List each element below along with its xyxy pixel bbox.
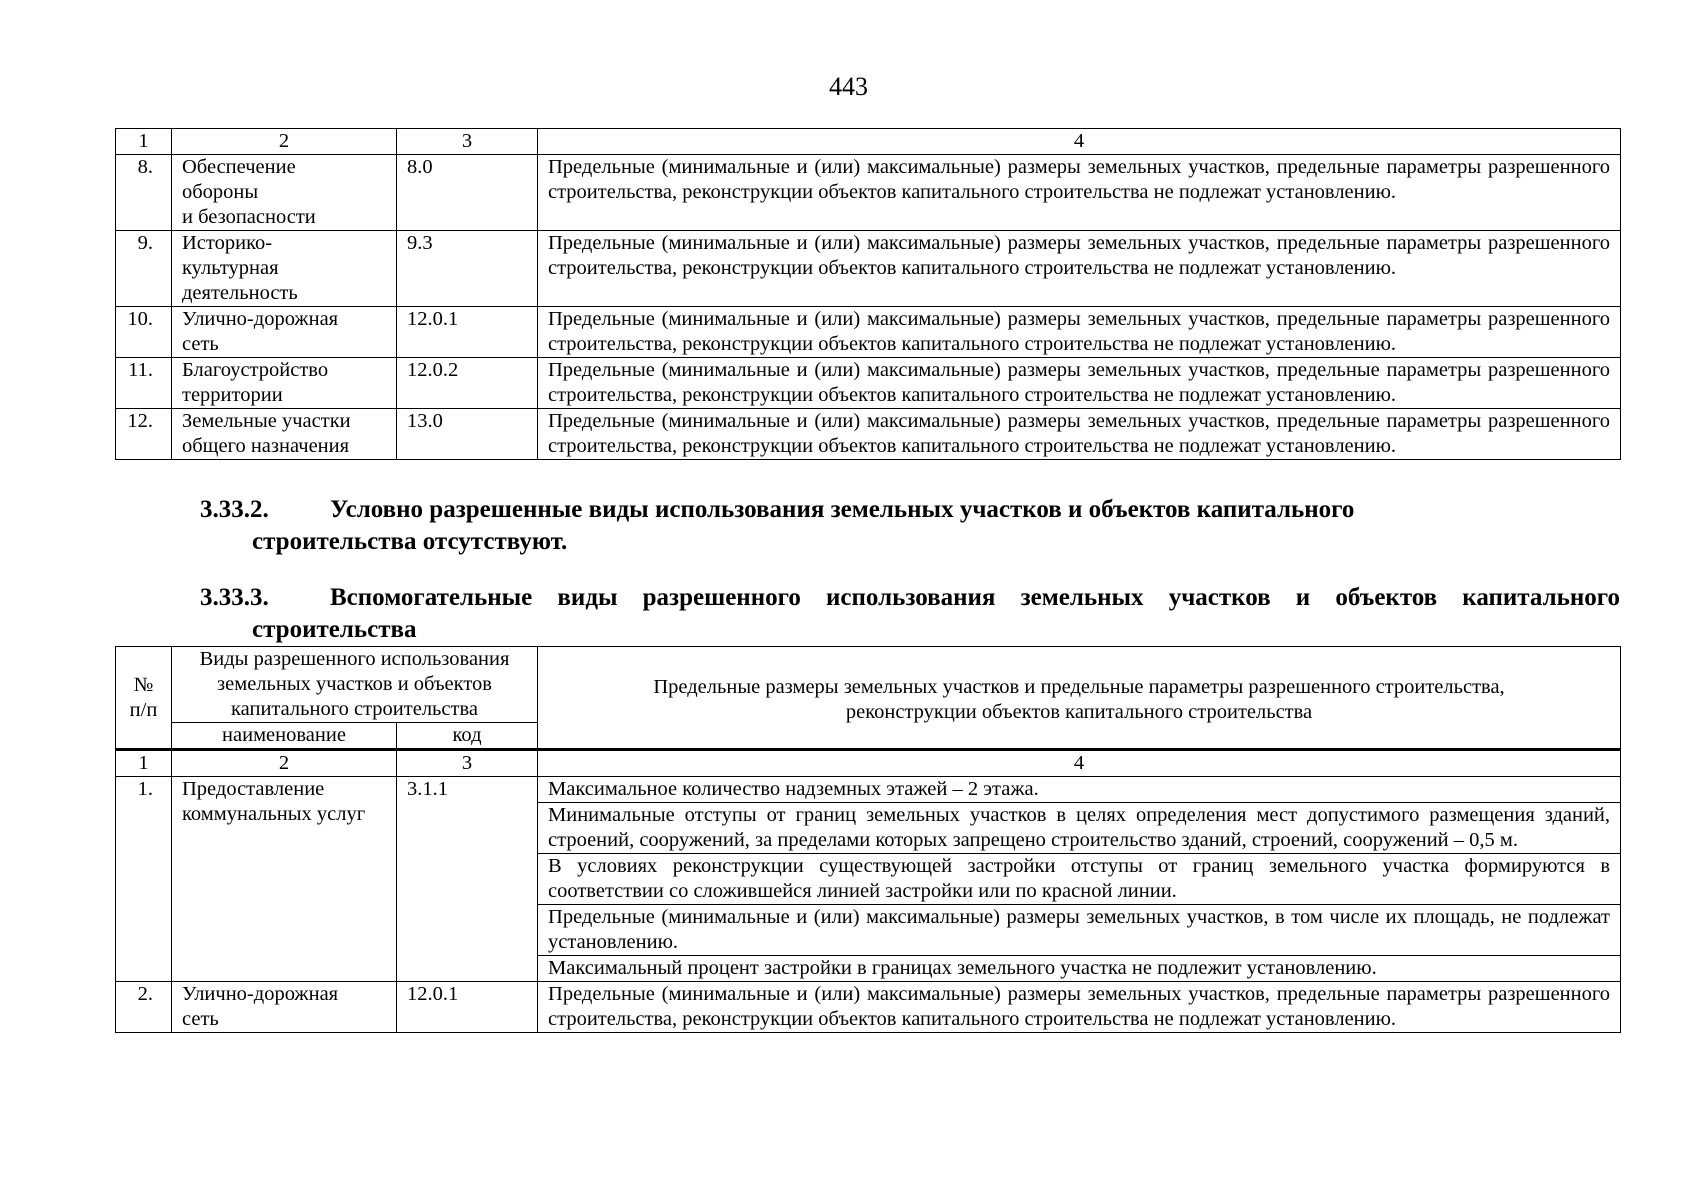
use-name-line: сеть bbox=[182, 1008, 219, 1030]
use-code: 9.3 bbox=[397, 231, 538, 307]
auxiliary-uses-table bbox=[115, 646, 1621, 1033]
section-heading-3333 bbox=[200, 582, 1620, 646]
row-number: 9. bbox=[116, 231, 172, 307]
header-code: код bbox=[397, 723, 538, 750]
use-name bbox=[172, 307, 397, 358]
row-number: 10. bbox=[116, 307, 172, 358]
use-code: 8.0 bbox=[397, 155, 538, 231]
col-number: 2 bbox=[172, 750, 397, 777]
col-number: 3 bbox=[397, 750, 538, 777]
use-code: 12.0.1 bbox=[397, 982, 538, 1033]
use-code: 3.1.1 bbox=[397, 777, 538, 982]
table-header-row bbox=[116, 647, 1621, 723]
col-number: 1 bbox=[116, 750, 172, 777]
header-use-types bbox=[172, 647, 538, 723]
use-name-line: Благоустройство bbox=[182, 359, 329, 381]
header-number bbox=[116, 647, 172, 750]
use-name bbox=[172, 155, 397, 231]
use-name bbox=[172, 982, 397, 1033]
use-name-line: Предоставление bbox=[182, 778, 325, 800]
col-number: 3 bbox=[397, 129, 538, 155]
header-number-line: № bbox=[133, 673, 154, 696]
use-name-line: деятельность bbox=[182, 282, 298, 304]
use-name-line: сеть bbox=[182, 333, 219, 355]
use-param: Предельные (минимальные и (или) максимальные) размеры земельных участков, в том числе их площадь, не подлежат установлению. bbox=[538, 905, 1621, 956]
header-use-types-line: капитального строительства bbox=[231, 698, 478, 720]
use-param: Максимальный процент застройки в границах земельного участка не подлежит установлению. bbox=[538, 956, 1621, 982]
use-code: 12.0.1 bbox=[397, 307, 538, 358]
header-params-line: Предельные размеры земельных участков и предельные параметры разрешенного строительства, bbox=[653, 676, 1505, 698]
col-number: 1 bbox=[116, 129, 172, 155]
table-row bbox=[116, 155, 1621, 231]
header-params-line: реконструкции объектов капитального строительства bbox=[845, 701, 1313, 723]
use-name bbox=[172, 231, 397, 307]
col-number: 4 bbox=[538, 129, 1621, 155]
use-param: Максимальное количество надземных этажей – 2 этажа. bbox=[538, 777, 1621, 803]
use-params: Предельные (минимальные и (или) максимальные) размеры земельных участков, предельные параметры разрешенного строительства, реконструкции объектов капитального строительства не подлежат установлению. bbox=[538, 982, 1621, 1033]
header-use-types-line: Виды разрешенного использования bbox=[199, 648, 510, 670]
table-row bbox=[116, 231, 1621, 307]
use-name bbox=[172, 777, 397, 982]
col-number: 4 bbox=[538, 750, 1621, 777]
use-name-line: культурная bbox=[182, 257, 279, 279]
section-heading-3332 bbox=[200, 494, 1620, 558]
table-row bbox=[116, 777, 1621, 803]
section-text-line2: строительства bbox=[252, 616, 417, 643]
use-param: В условиях реконструкции существующей застройки отступы от границ земельного участка формируются в соответствии со сложившейся линией застройки или по красной линии. bbox=[538, 854, 1621, 905]
section-number: 3.33.3. bbox=[200, 584, 269, 611]
use-name-line: и безопасности bbox=[182, 206, 316, 228]
table-row bbox=[116, 307, 1621, 358]
column-number-row bbox=[116, 750, 1621, 777]
table-row bbox=[116, 409, 1621, 460]
use-name-line: общего назначения bbox=[182, 435, 350, 457]
header-params bbox=[538, 647, 1621, 750]
use-params: Предельные (минимальные и (или) максимальные) размеры земельных участков, предельные параметры разрешенного строительства, реконструкции объектов капитального строительства не подлежат установлению. bbox=[538, 231, 1621, 307]
section-text-line1: Вспомогательные виды разрешенного использования земельных участков и объектов капитального bbox=[330, 584, 1620, 611]
use-code: 12.0.2 bbox=[397, 358, 538, 409]
table-row bbox=[116, 982, 1621, 1033]
use-name-line: Улично-дорожная bbox=[182, 308, 339, 330]
use-name-line: обороны bbox=[182, 181, 259, 203]
row-number: 8. bbox=[116, 155, 172, 231]
use-params: Предельные (минимальные и (или) максимальные) размеры земельных участков, предельные параметры разрешенного строительства, реконструкции объектов капитального строительства не подлежат установлению. bbox=[538, 358, 1621, 409]
use-name-line: Историко- bbox=[182, 232, 273, 254]
header-use-types-line: земельных участков и объектов bbox=[217, 673, 492, 695]
use-params: Предельные (минимальные и (или) максимальные) размеры земельных участков, предельные параметры разрешенного строительства, реконструкции объектов капитального строительства не подлежат установлению. bbox=[538, 155, 1621, 231]
col-number: 2 bbox=[172, 129, 397, 155]
row-number: 12. bbox=[116, 409, 172, 460]
section-text-line1: Условно разрешенные виды использования земельных участков и объектов капитального bbox=[330, 496, 1355, 523]
section-text-line2: строительства отсутствуют. bbox=[252, 528, 568, 555]
use-name-line: Земельные участки bbox=[182, 410, 351, 432]
row-number: 1. bbox=[116, 777, 172, 982]
use-name-line: Обеспечение bbox=[182, 156, 296, 178]
use-name-line: Улично-дорожная bbox=[182, 983, 339, 1005]
page-number: 443 bbox=[829, 72, 868, 101]
table-row bbox=[116, 358, 1621, 409]
use-name bbox=[172, 358, 397, 409]
section-number: 3.33.2. bbox=[200, 496, 269, 523]
use-param: Минимальные отступы от границ земельных участков в целях определения мест допустимого размещения зданий, строений, сооружений, за пределами которых запрещено строительство зданий, строений, сооружений – 0,5 м. bbox=[538, 803, 1621, 854]
use-params: Предельные (минимальные и (или) максимальные) размеры земельных участков, предельные параметры разрешенного строительства, реконструкции объектов капитального строительства не подлежат установлению. bbox=[538, 409, 1621, 460]
header-number-line: п/п bbox=[129, 698, 158, 721]
row-number: 11. bbox=[116, 358, 172, 409]
use-name-line: коммунальных услуг bbox=[182, 803, 366, 825]
use-code: 13.0 bbox=[397, 409, 538, 460]
header-name: наименование bbox=[172, 723, 397, 750]
main-uses-table-continued bbox=[115, 128, 1621, 460]
use-params: Предельные (минимальные и (или) максимальные) размеры земельных участков, предельные параметры разрешенного строительства, реконструкции объектов капитального строительства не подлежат установлению. bbox=[538, 307, 1621, 358]
use-name bbox=[172, 409, 397, 460]
row-number: 2. bbox=[116, 982, 172, 1033]
column-number-row bbox=[116, 129, 1621, 155]
use-name-line: территории bbox=[182, 384, 283, 406]
